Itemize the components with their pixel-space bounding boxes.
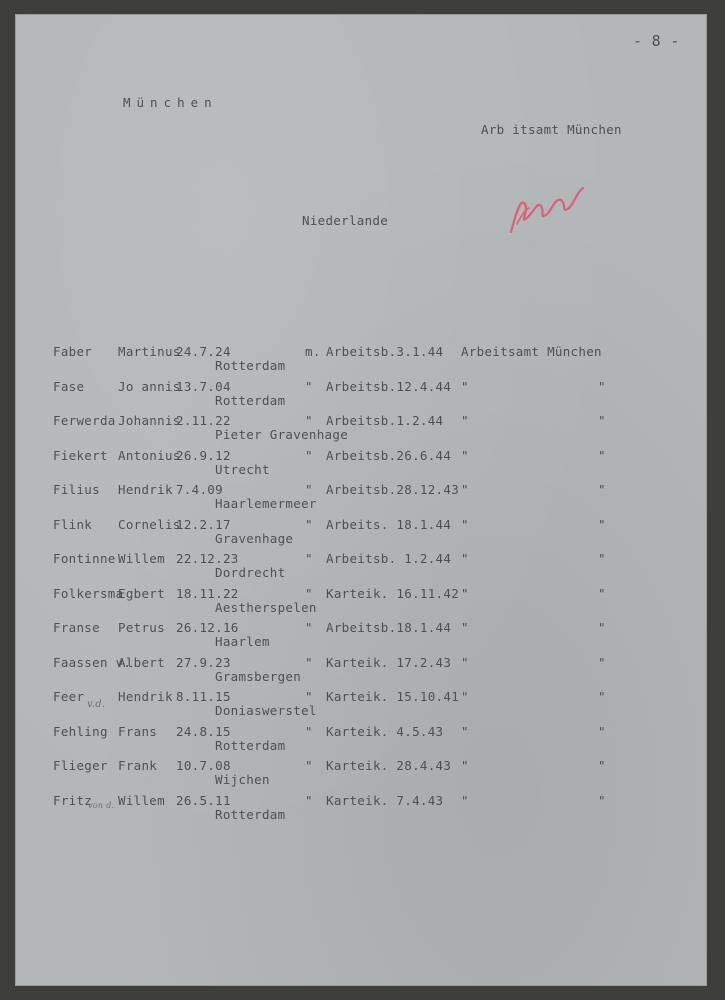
ditto-mark: " <box>598 654 606 670</box>
table-row <box>15 622 707 652</box>
sex-marker: m. <box>305 344 321 359</box>
handwritten-note-fritz: von d. <box>88 801 115 810</box>
first-name: Frans <box>118 723 158 739</box>
ditto-mark: " <box>598 620 606 635</box>
table-row <box>15 378 707 411</box>
labor-office: " <box>461 447 469 463</box>
birth-place: Rotterdam <box>215 358 286 373</box>
first-name: Hendrik <box>118 482 173 497</box>
sex-marker: " <box>305 654 313 670</box>
ditto-mark: " <box>598 792 606 808</box>
sex-marker: " <box>305 620 313 635</box>
first-name: Petrus <box>118 620 165 635</box>
last-name: Folkersma <box>53 585 124 601</box>
sex-marker: " <box>305 413 313 428</box>
birth-place: Rotterdam <box>215 737 286 753</box>
table-row <box>15 760 707 790</box>
birth-date: 24.7.24 <box>176 344 231 359</box>
birth-place: Rotterdam <box>215 806 286 822</box>
registration: Karteik. 7.4.43 <box>326 792 444 808</box>
registration: Arbeitsb. 1.2.44 <box>326 551 452 566</box>
birth-date: 13.7.04 <box>176 378 231 394</box>
last-name: Flink <box>53 516 93 532</box>
labor-office: Arbeitsamt München <box>461 344 602 359</box>
labor-office: " <box>461 689 469 704</box>
labor-office: " <box>461 723 469 739</box>
sex-marker: " <box>305 447 313 463</box>
table-row <box>15 415 707 445</box>
country-heading: Niederlande <box>302 213 389 228</box>
last-name: Fiekert <box>53 447 108 463</box>
labor-office: " <box>461 482 469 497</box>
birth-place: Dordrecht <box>215 565 286 580</box>
table-row <box>15 484 707 514</box>
last-name: Franse <box>53 620 100 635</box>
birth-place: Aestherspelen <box>215 599 317 615</box>
birth-date: 10.7.08 <box>176 758 231 773</box>
document-page <box>15 14 707 986</box>
birth-place: Haarlem <box>215 634 270 649</box>
birth-date: 7.4.09 <box>176 482 223 497</box>
last-name: Fritz <box>53 792 93 808</box>
first-name: Albert <box>118 654 165 670</box>
table-row <box>15 723 707 756</box>
first-name: Johannis <box>118 413 181 428</box>
ditto-mark: " <box>598 447 606 463</box>
table-row <box>15 792 707 825</box>
last-name: Filius <box>53 482 100 497</box>
table-row <box>15 516 707 549</box>
birth-place: Haarlemermeer <box>215 496 317 511</box>
labor-office: " <box>461 620 469 635</box>
ditto-mark: " <box>598 551 606 566</box>
birth-place: Doniaswerstel <box>215 703 317 718</box>
last-name: Feer <box>53 689 85 704</box>
labor-office: " <box>461 758 469 773</box>
registration: Karteik. 15.10.41 <box>326 689 460 704</box>
registration: Arbeitsb.3.1.44 <box>326 344 444 359</box>
ditto-mark: " <box>598 378 606 394</box>
first-name: Willem <box>118 551 165 566</box>
first-name: Willem <box>118 792 165 808</box>
labor-office: " <box>461 516 469 532</box>
table-row <box>15 346 707 376</box>
birth-date: 12.2.17 <box>176 516 231 532</box>
last-name: Fontinne <box>53 551 116 566</box>
sex-marker: " <box>305 723 313 739</box>
last-name: Fehling <box>53 723 108 739</box>
registration: Arbeitsb.1.2.44 <box>326 413 444 428</box>
ditto-mark: " <box>598 723 606 739</box>
first-name: Antonius <box>118 447 181 463</box>
sex-marker: " <box>305 551 313 566</box>
handwritten-note-feer: v.d. <box>87 699 106 710</box>
sex-marker: " <box>305 689 313 704</box>
birth-place: Pieter Gravenhage <box>215 427 349 442</box>
labor-office: " <box>461 585 469 601</box>
registration: Arbeitsb.12.4.44 <box>326 378 452 394</box>
ditto-mark: " <box>598 516 606 532</box>
first-name: Egbert <box>118 585 165 601</box>
registration: Arbeits. 18.1.44 <box>326 516 452 532</box>
page-number: - 8 - <box>633 32 680 50</box>
table-row <box>15 654 707 687</box>
birth-place: Gravenhage <box>215 530 294 546</box>
birth-date: 27.9.23 <box>176 654 231 670</box>
last-name: Fase <box>53 378 85 394</box>
registration: Karteik. 16.11.42 <box>326 585 460 601</box>
birth-place: Rotterdam <box>215 392 286 408</box>
table-row <box>15 691 707 721</box>
sex-marker: " <box>305 516 313 532</box>
registration: Arbeitsb.26.6.44 <box>326 447 452 463</box>
labor-office: " <box>461 654 469 670</box>
birth-date: 26.9.12 <box>176 447 231 463</box>
first-name: Hendrik <box>118 689 173 704</box>
sex-marker: " <box>305 758 313 773</box>
signature-mark <box>507 180 587 240</box>
birth-date: 8.11.15 <box>176 689 231 704</box>
sex-marker: " <box>305 792 313 808</box>
city-heading: München <box>123 95 218 110</box>
labor-office: " <box>461 551 469 566</box>
birth-place: Utrecht <box>215 461 270 477</box>
registration: Karteik. 28.4.43 <box>326 758 452 773</box>
registration: Arbeitsb.18.1.44 <box>326 620 452 635</box>
table-row <box>15 447 707 480</box>
ditto-mark: " <box>598 413 606 428</box>
first-name: Martinus <box>118 344 181 359</box>
labor-office: " <box>461 378 469 394</box>
last-name: Faber <box>53 344 93 359</box>
birth-date: 2.11.22 <box>176 413 231 428</box>
last-name: Ferwerda <box>53 413 116 428</box>
birth-place: Wijchen <box>215 772 270 787</box>
sex-marker: " <box>305 585 313 601</box>
last-name: Faassen v. <box>53 654 132 670</box>
sex-marker: " <box>305 482 313 497</box>
birth-date: 18.11.22 <box>176 585 239 601</box>
table-row <box>15 553 707 583</box>
ditto-mark: " <box>598 585 606 601</box>
ditto-mark: " <box>598 482 606 497</box>
registration: Arbeitsb.28.12.43 <box>326 482 460 497</box>
table-row <box>15 585 707 618</box>
registration: Karteik. 4.5.43 <box>326 723 444 739</box>
sex-marker: " <box>305 378 313 394</box>
labor-office: " <box>461 792 469 808</box>
office-heading: Arb itsamt München <box>481 122 622 137</box>
last-name: Flieger <box>53 758 108 773</box>
labor-office: " <box>461 413 469 428</box>
birth-date: 22.12.23 <box>176 551 239 566</box>
first-name: Cornelis <box>118 516 181 532</box>
birth-date: 26.12.16 <box>176 620 239 635</box>
birth-date: 26.5.11 <box>176 792 231 808</box>
birth-date: 24.8.15 <box>176 723 231 739</box>
ditto-mark: " <box>598 758 606 773</box>
first-name: Jo annis <box>118 378 181 394</box>
birth-place: Gramsbergen <box>215 668 302 684</box>
registration: Karteik. 17.2.43 <box>326 654 452 670</box>
ditto-mark: " <box>598 689 606 704</box>
first-name: Frank <box>118 758 158 773</box>
